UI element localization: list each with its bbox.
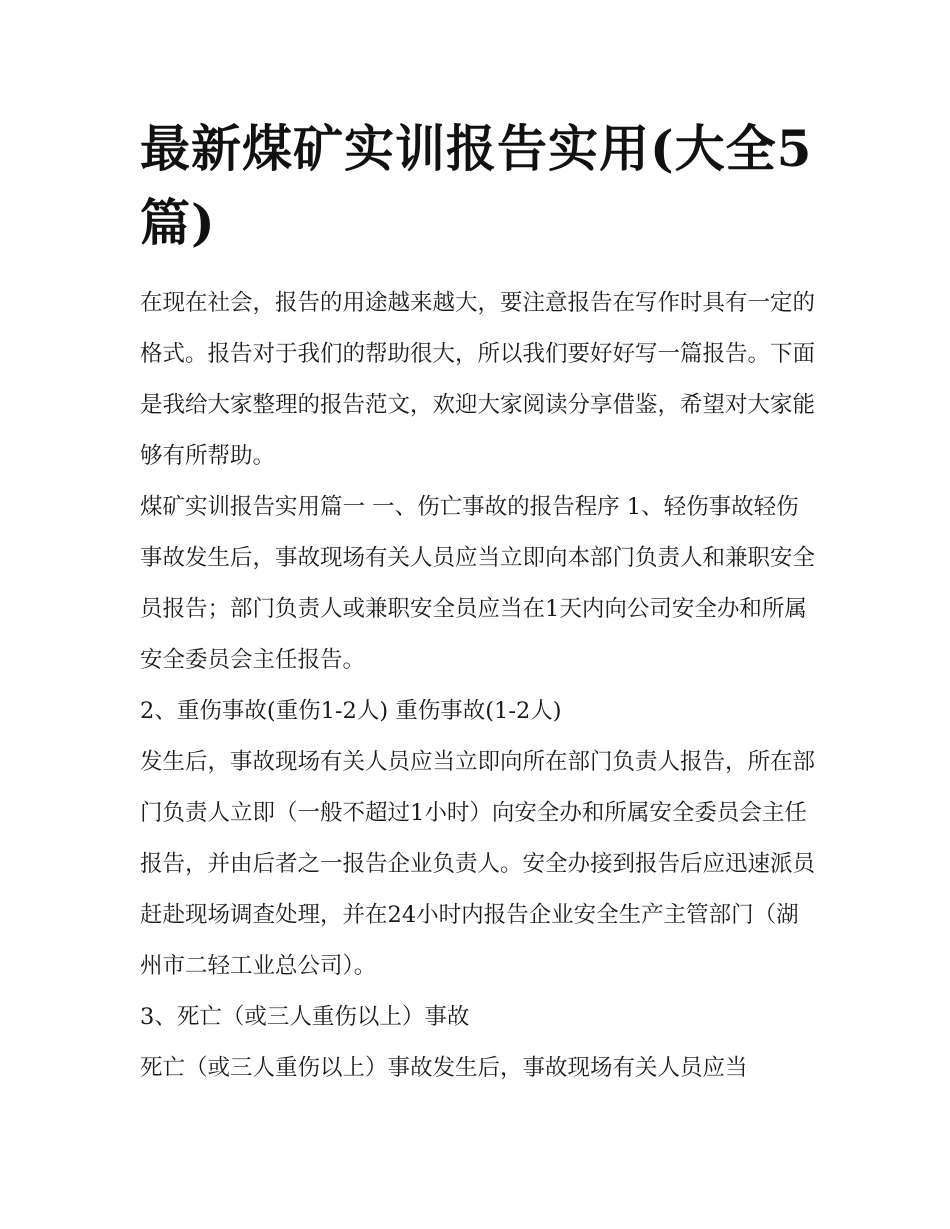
paragraph-serious-injury-heading: 2、重伤事故(重伤1-2人) 重伤事故(1-2人) (140, 698, 562, 724)
paragraph-minor-injury: 煤矿实训报告实用篇一 一、伤亡事故的报告程序 1、轻伤事故轻伤事故发生后，事故现场有关人员应当立即向本部门负责人和兼职安全员报告；部门负责人或兼职安全员应当在1天内向公司安全办和所属安全委员会主任报告。 (140, 494, 816, 673)
paragraph-death-procedure: 死亡（或三人重伤以上）事故发生后，事故现场有关人员应当 (140, 1055, 748, 1081)
paragraph-death-heading: 3、死亡（或三人重伤以上）事故 (140, 1004, 470, 1030)
paragraph-intro: 在现在社会，报告的用途越来越大，要注意报告在写作时具有一定的格式。报告对于我们的帮助很大，所以我们要好好写一篇报告。下面是我给大家整理的报告范文，欢迎大家阅读分享借鉴，希望对大家能够有所帮助。 (140, 290, 816, 469)
paragraph-serious-injury-procedure: 发生后，事故现场有关人员应当立即向所在部门负责人报告，所在部门负责人立即（一般不超过1小时）向安全办和所属安全委员会主任报告，并由后者之一报告企业负责人。安全办接到报告后应迅速派员赶赴现场调查处理，并在24小时内报告企业安全生产主管部门（湖州市二轻工业总公司）。 (140, 749, 816, 979)
document-body (140, 278, 820, 1094)
document-title: 最新煤矿实训报告实用(大全5篇) (140, 119, 813, 252)
